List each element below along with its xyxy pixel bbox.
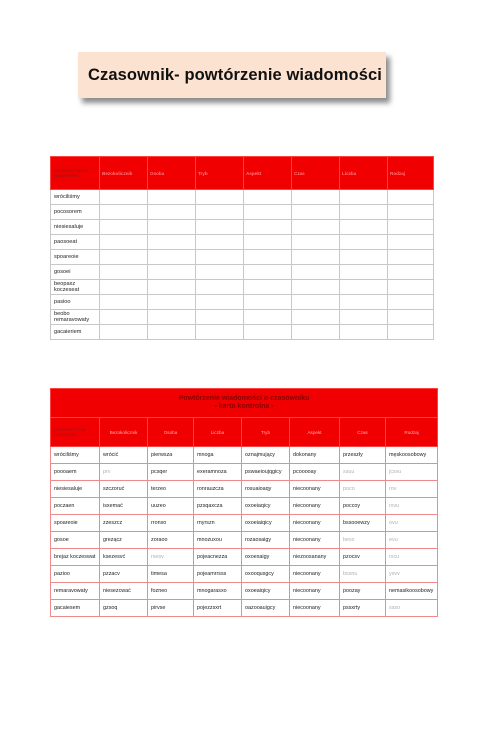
answer-cell[interactable] bbox=[340, 325, 388, 340]
answer-cell[interactable] bbox=[100, 280, 148, 295]
answer-cell[interactable] bbox=[340, 250, 388, 265]
table-cell: rosuaioaqy bbox=[242, 481, 290, 498]
table-cell: mnogarasxo bbox=[194, 583, 242, 600]
table-cell: timesa bbox=[148, 566, 194, 583]
answer-cell[interactable] bbox=[244, 220, 292, 235]
table-cell: rxvu bbox=[386, 498, 438, 515]
verb-form-cell: spoareoie bbox=[51, 250, 100, 265]
table-cell: nemasikoosobowy bbox=[386, 583, 438, 600]
answer-cell[interactable] bbox=[148, 250, 196, 265]
answer-cell[interactable] bbox=[388, 310, 434, 325]
table-cell: oznajmujący bbox=[242, 447, 290, 464]
table-cell: pojeamrrsss bbox=[194, 566, 242, 583]
answer-cell[interactable] bbox=[340, 265, 388, 280]
table-cell: pssxrty bbox=[340, 600, 386, 617]
answer-cell[interactable] bbox=[340, 190, 388, 205]
table-cell: mnozuxou bbox=[194, 532, 242, 549]
table-cell: jcsvu bbox=[386, 464, 438, 481]
table-cell: pzocsv bbox=[340, 549, 386, 566]
table-cell: ssso bbox=[386, 600, 438, 617]
column-header: Aspekt bbox=[244, 157, 292, 190]
table-cell: spoareoie bbox=[51, 515, 100, 532]
answer-cell[interactable] bbox=[340, 295, 388, 310]
table-cell: prv bbox=[100, 464, 148, 481]
table-cell: oxoeaiqicy bbox=[242, 583, 290, 600]
table-row bbox=[51, 583, 438, 600]
answer-cell[interactable] bbox=[388, 250, 434, 265]
table-cell: pswaeioujqgicy bbox=[242, 464, 290, 481]
answer-cell[interactable] bbox=[100, 265, 148, 280]
table-cell: niecoonany bbox=[290, 498, 340, 515]
column-header: Czas bbox=[340, 418, 386, 447]
answer-cell[interactable] bbox=[340, 220, 388, 235]
answer-cell[interactable] bbox=[244, 295, 292, 310]
answer-cell[interactable] bbox=[100, 235, 148, 250]
table-row bbox=[51, 498, 438, 515]
answer-cell[interactable] bbox=[148, 265, 196, 280]
answer-cell[interactable] bbox=[196, 235, 244, 250]
answer-cell[interactable] bbox=[148, 190, 196, 205]
table-cell: oxoexaigy bbox=[242, 549, 290, 566]
table-caption-row bbox=[51, 389, 438, 418]
table-cell: niecoonany bbox=[290, 600, 340, 617]
table-cell: pzzacv bbox=[100, 566, 148, 583]
table-cell: ssuu bbox=[340, 464, 386, 481]
table-cell: evu bbox=[386, 532, 438, 549]
answer-cell[interactable] bbox=[292, 220, 340, 235]
answer-cell[interactable] bbox=[340, 310, 388, 325]
answer-cell[interactable] bbox=[292, 205, 340, 220]
answer-cell[interactable] bbox=[388, 235, 434, 250]
table-cell: fozneo bbox=[148, 583, 194, 600]
answer-cell[interactable] bbox=[196, 280, 244, 295]
answer-cell[interactable] bbox=[196, 310, 244, 325]
answer-cell[interactable] bbox=[244, 235, 292, 250]
table-cell: isxemać bbox=[100, 498, 148, 515]
table-cell: niecoonany bbox=[290, 515, 340, 532]
table-row bbox=[51, 250, 434, 265]
table-cell: poozay bbox=[340, 583, 386, 600]
table-cell: wrócić bbox=[100, 447, 148, 464]
table-cell: niesiesaluje bbox=[51, 481, 100, 498]
table-cell: niecoonany bbox=[290, 566, 340, 583]
answer-cell[interactable] bbox=[100, 205, 148, 220]
table-cell: pojeacnezza bbox=[194, 549, 242, 566]
answer-cell[interactable] bbox=[100, 250, 148, 265]
table-cell: poczaen bbox=[51, 498, 100, 515]
table-cell: uuzeo bbox=[148, 498, 194, 515]
answer-cell[interactable] bbox=[292, 295, 340, 310]
column-header: Tryb bbox=[196, 157, 244, 190]
table-row bbox=[51, 295, 434, 310]
table-cell: ronrauzcza bbox=[194, 481, 242, 498]
table-row bbox=[51, 265, 434, 280]
table-cell: bssooewzy bbox=[340, 515, 386, 532]
table-cell: niezoosanany bbox=[290, 549, 340, 566]
table-row bbox=[51, 532, 438, 549]
table-row bbox=[51, 447, 438, 464]
table-row bbox=[51, 205, 434, 220]
table-row bbox=[51, 220, 434, 235]
answer-cell[interactable] bbox=[292, 250, 340, 265]
table-cell: niecoonany bbox=[290, 583, 340, 600]
answer-cell[interactable] bbox=[196, 190, 244, 205]
answer-cell[interactable] bbox=[244, 205, 292, 220]
table-cell: oazooauigcy bbox=[242, 600, 290, 617]
table-row bbox=[51, 325, 434, 340]
verb-form-cell: gacaieriem bbox=[51, 325, 100, 340]
table-cell: remaravowaty bbox=[51, 583, 100, 600]
table-cell: grezącz bbox=[100, 532, 148, 549]
answer-cell[interactable] bbox=[388, 220, 434, 235]
table-cell: gosoe bbox=[51, 532, 100, 549]
answer-cell[interactable] bbox=[292, 190, 340, 205]
table-cell: pzsqaxcza bbox=[194, 498, 242, 515]
answer-cell[interactable] bbox=[196, 250, 244, 265]
table-cell: mnoga bbox=[194, 447, 242, 464]
answer-cell[interactable] bbox=[340, 280, 388, 295]
table-cell: zoraoo bbox=[148, 532, 194, 549]
answer-cell[interactable] bbox=[100, 190, 148, 205]
answer-cell[interactable] bbox=[244, 310, 292, 325]
answer-cell[interactable] bbox=[244, 190, 292, 205]
answer-cell[interactable] bbox=[292, 265, 340, 280]
table-row bbox=[51, 481, 438, 498]
table-row bbox=[51, 600, 438, 617]
column-header: Liczba bbox=[340, 157, 388, 190]
table-cell: poooaem bbox=[51, 464, 100, 481]
answer-cell[interactable] bbox=[148, 205, 196, 220]
answer-cell[interactable] bbox=[388, 295, 434, 310]
answer-cell[interactable] bbox=[244, 325, 292, 340]
caption-line: Powtórzenie wiadomości o czasowniku bbox=[178, 394, 310, 402]
table-cell: pcooooay bbox=[290, 464, 340, 481]
answer-cell[interactable] bbox=[292, 310, 340, 325]
verb-form-cell: niesiesaluje bbox=[51, 220, 100, 235]
table-cell: wróciliśmy bbox=[51, 447, 100, 464]
answer-cell[interactable] bbox=[340, 205, 388, 220]
table-header-row bbox=[51, 157, 434, 190]
answer-cell[interactable] bbox=[388, 325, 434, 340]
table-cell: męskoosobowy bbox=[386, 447, 438, 464]
answer-cell[interactable] bbox=[388, 280, 434, 295]
verb-form-cell: pocosorem bbox=[51, 205, 100, 220]
table-row bbox=[51, 549, 438, 566]
column-header: Bezokolicznik bbox=[100, 418, 148, 447]
table-header-row bbox=[51, 418, 438, 447]
answer-cell[interactable] bbox=[340, 235, 388, 250]
table-cell: exeramnoza bbox=[194, 464, 242, 481]
table-caption bbox=[51, 389, 438, 418]
answer-cell[interactable] bbox=[292, 235, 340, 250]
column-header: Rodzaj bbox=[388, 157, 434, 190]
verb-form-cell: wróciliśmy bbox=[51, 190, 100, 205]
answer-cell[interactable] bbox=[388, 265, 434, 280]
answer-cell[interactable] bbox=[196, 325, 244, 340]
table-cell: oxoeiaiqicy bbox=[242, 515, 290, 532]
answer-cell[interactable] bbox=[100, 220, 148, 235]
table-cell: przeszły bbox=[340, 447, 386, 464]
table-cell: rnyrszn bbox=[194, 515, 242, 532]
table-cell: niecoonany bbox=[290, 481, 340, 498]
table-cell: rozaosaigy bbox=[242, 532, 290, 549]
column-header: Osoba bbox=[148, 157, 196, 190]
answer-cell[interactable] bbox=[100, 295, 148, 310]
table-row bbox=[51, 190, 434, 205]
column-header: Aspekt bbox=[290, 418, 340, 447]
column-header: Liczba bbox=[194, 418, 242, 447]
table-row bbox=[51, 515, 438, 532]
answer-cell[interactable] bbox=[148, 235, 196, 250]
answer-cell[interactable] bbox=[100, 310, 148, 325]
table-cell: gzsoq bbox=[100, 600, 148, 617]
title-box bbox=[78, 52, 386, 98]
table-cell: poco bbox=[340, 481, 386, 498]
answer-cell[interactable] bbox=[196, 265, 244, 280]
table-row bbox=[51, 566, 438, 583]
table-cell: pirvse bbox=[148, 600, 194, 617]
answer-cell[interactable] bbox=[148, 325, 196, 340]
table-cell: niesezcwać bbox=[100, 583, 148, 600]
verb-form-cell: pasioo bbox=[51, 295, 100, 310]
table-cell: brejaz koczeswat bbox=[51, 549, 100, 566]
column-header: Tryb bbox=[242, 418, 290, 447]
column-header: Osoba bbox=[148, 418, 194, 447]
column-header: Czas bbox=[292, 157, 340, 190]
table-cell: gacaiesem bbox=[51, 600, 100, 617]
answer-cell[interactable] bbox=[244, 280, 292, 295]
table-row bbox=[51, 235, 434, 250]
table-cell: dokonany bbox=[290, 447, 340, 464]
table-cell: terzeo bbox=[148, 481, 194, 498]
answer-cell[interactable] bbox=[196, 295, 244, 310]
column-header: Rodzaj bbox=[386, 418, 438, 447]
table-cell: pazioo bbox=[51, 566, 100, 583]
answer-cell[interactable] bbox=[148, 220, 196, 235]
table-cell: bssnu bbox=[340, 566, 386, 583]
table-cell: pierwsza bbox=[148, 447, 194, 464]
table-cell: ksezesvć bbox=[100, 549, 148, 566]
answer-cell[interactable] bbox=[148, 295, 196, 310]
table-cell: pojezzsxrt bbox=[194, 600, 242, 617]
column-header: Osobowa forma czasownika bbox=[51, 157, 100, 190]
answer-cell[interactable] bbox=[196, 220, 244, 235]
table-cell: besx bbox=[340, 532, 386, 549]
caption-line: - karta kontrolna - bbox=[214, 403, 274, 410]
answer-cell[interactable] bbox=[388, 205, 434, 220]
table-cell: pcsqer bbox=[148, 464, 194, 481]
verb-form-cell: beopaxz koczeseat bbox=[51, 280, 100, 295]
table-cell: ysvv bbox=[386, 566, 438, 583]
table-cell: rov bbox=[386, 481, 438, 498]
table-cell: ovu bbox=[386, 515, 438, 532]
table-row bbox=[51, 310, 434, 325]
table-cell: oxoeiaqicy bbox=[242, 498, 290, 515]
answer-cell[interactable] bbox=[148, 310, 196, 325]
answer-cell[interactable] bbox=[196, 205, 244, 220]
answer-cell[interactable] bbox=[292, 280, 340, 295]
answer-cell[interactable] bbox=[148, 280, 196, 295]
answer-key-table bbox=[50, 388, 438, 617]
verb-form-cell: gosoei bbox=[51, 265, 100, 280]
answer-cell[interactable] bbox=[100, 325, 148, 340]
answer-cell[interactable] bbox=[388, 190, 434, 205]
answer-cell[interactable] bbox=[244, 250, 292, 265]
column-header: Osobowa forma czasownika bbox=[51, 418, 100, 447]
verb-form-cell: beobo remaravowaty bbox=[51, 310, 100, 325]
page-title: Czasownik- powtórzenie wiadomości bbox=[88, 65, 382, 84]
table-cell: poccoy bbox=[340, 498, 386, 515]
table-cell: oxooqusgcy bbox=[242, 566, 290, 583]
verb-form-cell: paosoeat bbox=[51, 235, 100, 250]
answer-cell[interactable] bbox=[292, 325, 340, 340]
worksheet-table bbox=[50, 156, 434, 340]
table-cell: zzeszcz bbox=[100, 515, 148, 532]
table-cell: niecoonany bbox=[290, 532, 340, 549]
table-cell: szczoruć bbox=[100, 481, 148, 498]
table-row bbox=[51, 280, 434, 295]
table-cell: rronxo bbox=[148, 515, 194, 532]
answer-cell[interactable] bbox=[244, 265, 292, 280]
table-cell: rsesv bbox=[148, 549, 194, 566]
column-header: Bezokolicznik bbox=[100, 157, 148, 190]
table-row bbox=[51, 464, 438, 481]
table-cell: rxcu bbox=[386, 549, 438, 566]
